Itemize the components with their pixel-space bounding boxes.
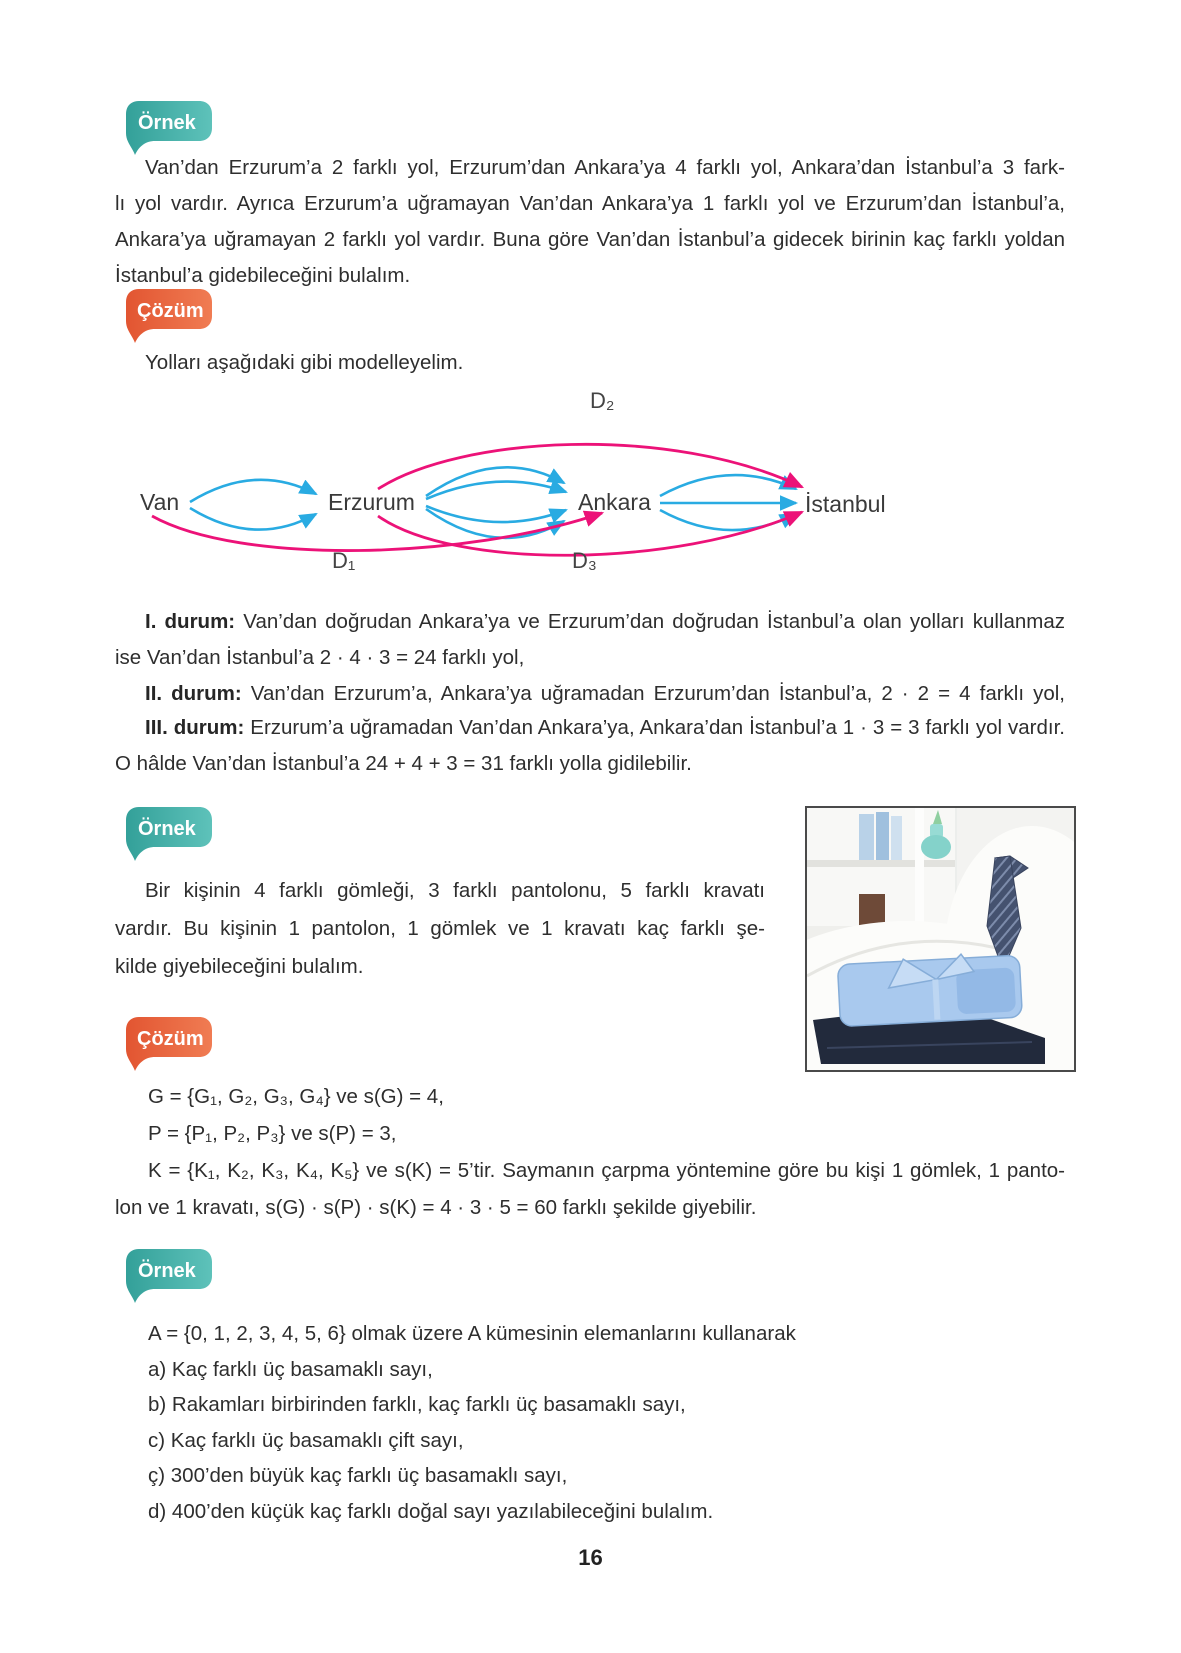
shirt-sleeve	[956, 967, 1016, 1014]
example3-block	[115, 1316, 1098, 1530]
paragraph-line: Ankara’ya uğramayan 2 farklı yol vardır. Buna göre Van’dan İstanbul’a gidecek birinin kaç farklı yoldan	[115, 228, 1065, 251]
edge-label-d3: D₃	[572, 548, 597, 573]
paragraph-line: ise Van’dan İstanbul’a 2 · 4 · 3 = 24 farklı yol,	[115, 646, 525, 669]
book	[876, 812, 889, 860]
vase	[921, 835, 951, 859]
paragraph-line	[115, 710, 1065, 746]
example2-paragraph	[115, 872, 765, 986]
solution1-intro: Yolları aşağıdaki gibi modelleyelim.	[145, 351, 464, 374]
paragraph-line: lı yol vardır. Ayrıca Erzurum’a uğramayan Van’dan Ankara’ya 1 farklı yol ve Erzurum’dan İstanbul’a,	[115, 192, 1065, 215]
case-1-text: Van’dan doğrudan Ankara’ya ve Erzurum’dan doğrudan İstanbul’a olan yolları kullanmaz	[235, 610, 1065, 633]
list-item-a: a) Kaç farklı üç basamaklı sayı,	[148, 1357, 433, 1381]
math-line: lon ve 1 kravatı, s(G) · s(P) · s(K) = 4 · 3 · 5 = 60 farklı şekilde giyebilir.	[115, 1196, 757, 1219]
list-item-d: d) 400’den küçük kaç farklı doğal sayı yazılabileceğini bulalım.	[148, 1499, 714, 1523]
paragraph-line: Bir kişinin 4 farklı gömleği, 3 farklı pantolonu, 5 farklı kravatı	[145, 879, 765, 902]
example3-intro: A = {0, 1, 2, 3, 4, 5, 6} olmak üzere A kümesinin elemanlarını kullanarak	[148, 1322, 796, 1345]
diagram-node-erzurum: Erzurum	[328, 489, 415, 515]
example-badge-label: Örnek	[138, 818, 196, 840]
diagram-node-van: Van	[140, 489, 180, 515]
list-item-c: c) Kaç farklı üç basamaklı çift sayı,	[148, 1428, 464, 1452]
paragraph-line: kilde giyebileceğini bulalım.	[115, 955, 364, 978]
example-badge-shape	[125, 1248, 213, 1306]
case-1-paragraph	[115, 604, 1065, 676]
paragraph-line	[115, 604, 1065, 640]
math-line: K = {K₁, K₂, K₃, K₄, K₅} ve s(K) = 5’tir. Saymanın çarpma yöntemine göre bu kişi 1 gömlek, 1 panto-	[148, 1159, 1065, 1182]
example-badge-label: Örnek	[138, 112, 196, 134]
case-3-label: III. durum:	[145, 716, 245, 739]
example-badge-label: Örnek	[138, 1260, 196, 1282]
clothes-photo	[805, 806, 1076, 1072]
edge-label-d2: D₂	[590, 388, 615, 413]
clothes-photo-illustration	[807, 808, 1074, 1070]
solution-badge-label: Çözüm	[137, 1028, 204, 1050]
example3-badge	[125, 1248, 215, 1308]
case-3-text: Erzurum’a uğramadan Van’dan Ankara’ya, Ankara’dan İstanbul’a 1 · 3 = 3 farklı yol vardır.	[244, 716, 1065, 739]
book	[891, 816, 902, 860]
page-number: 16	[578, 1545, 603, 1570]
solution2-badge	[125, 1016, 215, 1076]
diagram-node-istanbul: İstanbul	[805, 491, 886, 517]
case-1-label: I. durum:	[145, 610, 236, 633]
solution1-badge	[125, 288, 215, 348]
list-item-c2: ç) 300’den büyük kaç farklı üç basamaklı sayı,	[148, 1464, 568, 1488]
example1-paragraph	[115, 150, 1065, 294]
solution-badge-label: Çözüm	[137, 300, 204, 322]
example-badge-shape	[125, 806, 213, 864]
paragraph-line: O hâlde Van’dan İstanbul’a 24 + 4 + 3 = 31 farklı yolla gidilebilir.	[115, 752, 692, 775]
case-2-text: Van’dan Erzurum’a, Ankara’ya uğramadan Erzurum’dan İstanbul’a, 2 · 2 = 4 farklı yol,	[241, 682, 1065, 705]
case-2-paragraph	[115, 676, 1065, 712]
book	[859, 814, 874, 860]
solution-badge-shape	[125, 288, 213, 346]
case-3-paragraph	[115, 710, 1065, 782]
edge-label-d1: D₁	[332, 548, 356, 573]
paragraph-line: vardır. Bu kişinin 1 pantolon, 1 gömlek ve 1 kravatı kaç farklı şe-	[115, 917, 765, 940]
math-line: P = {P₁, P₂, P₃} ve s(P) = 3,	[148, 1122, 397, 1145]
roads-van-erzurum	[190, 480, 316, 530]
solution-badge-shape	[125, 1016, 213, 1074]
list-item-b: b) Rakamları birbirinden farklı, kaç farklı üç basamaklı sayı,	[148, 1393, 686, 1417]
paragraph-line: Van’dan Erzurum’a 2 farklı yol, Erzurum’dan Ankara’ya 4 farklı yol, Ankara’dan İstanbul’a 3 fark-	[145, 156, 1065, 179]
example2-badge	[125, 806, 215, 866]
math-line: G = {G₁, G₂, G₃, G₄} ve s(G) = 4,	[148, 1085, 444, 1108]
diagram-node-ankara: Ankara	[578, 489, 651, 515]
paragraph-line	[115, 676, 1065, 712]
roads-erzurum-ankara	[426, 467, 566, 538]
paragraph-line: İstanbul’a gidebileceğini bulalım.	[115, 264, 411, 287]
case-2-label: II. durum:	[145, 682, 242, 705]
road-d2-erzurum-istanbul	[378, 444, 802, 489]
routes-diagram	[110, 378, 900, 583]
solution2-paragraph	[115, 1078, 1065, 1226]
special-roads	[152, 444, 802, 555]
